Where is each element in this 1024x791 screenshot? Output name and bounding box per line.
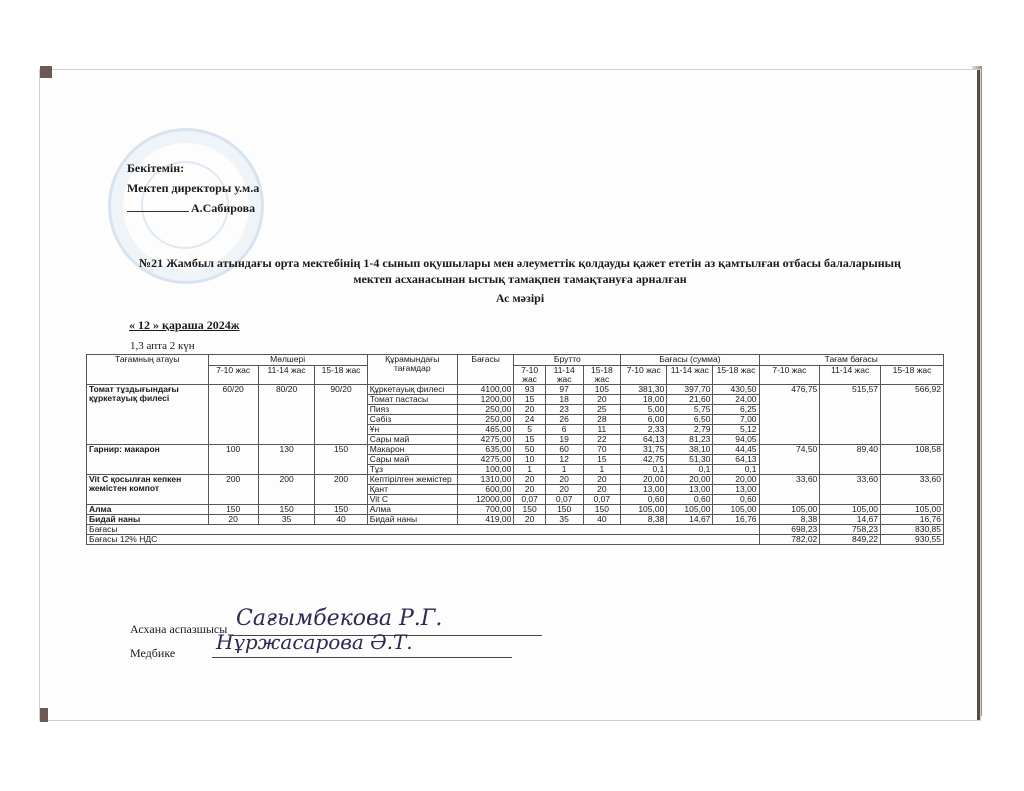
- cook-label: Асхана аспазшысы: [130, 622, 228, 636]
- total-row: [87, 525, 944, 535]
- dish-price-cell: 105,00: [881, 505, 944, 515]
- dish-amount-cell: 100: [208, 445, 258, 475]
- gross-cell: 19: [545, 435, 583, 445]
- header-sum-3: 15-18 жас: [713, 366, 759, 385]
- sum-cell: 20,00: [713, 475, 759, 485]
- gross-cell: 60: [545, 445, 583, 455]
- sum-cell: 94,05: [713, 435, 759, 445]
- header-sum-1: 7-10 жас: [621, 366, 667, 385]
- sum-cell: 13,00: [621, 485, 667, 495]
- approval-block: [127, 158, 259, 218]
- ingredient-row: [87, 445, 944, 455]
- sum-cell: 6,50: [667, 415, 713, 425]
- ingredient-price-cell: 419,00: [457, 515, 514, 525]
- document-title-line-1: №21 Жамбыл атындағы орта мектебінің 1-4 сынып оқушылары мен әлеуметтік қолдауды қажет ететін аз қамтылған отбасы балаларының: [139, 256, 901, 270]
- approval-line-1: Бекітемін:: [127, 161, 185, 175]
- gross-cell: 0,07: [514, 495, 545, 505]
- dish-name-cell: Томат тұздығындағы құркетауық филесі: [87, 385, 209, 445]
- dish-amount-cell: 90/20: [315, 385, 367, 445]
- dish-name-cell: Алма: [87, 505, 209, 515]
- dish-amount-cell: 40: [315, 515, 367, 525]
- sum-cell: 42,75: [621, 455, 667, 465]
- dish-price-cell: 74,50: [759, 445, 820, 475]
- ingredient-name-cell: Пияз: [367, 405, 457, 415]
- gross-cell: 0,07: [545, 495, 583, 505]
- dish-name-cell: Бидай наны: [87, 515, 209, 525]
- dish-amount-cell: 200: [315, 475, 367, 505]
- sum-cell: 14,67: [667, 515, 713, 525]
- gross-cell: 0,07: [583, 495, 621, 505]
- header-dish-price: Тағам бағасы: [759, 355, 943, 366]
- sum-cell: 51,30: [667, 455, 713, 465]
- sum-cell: 2,33: [621, 425, 667, 435]
- ingredient-price-cell: 1200,00: [457, 395, 514, 405]
- vat-value: 930,55: [881, 535, 944, 545]
- ingredient-price-cell: 635,00: [457, 445, 514, 455]
- sum-cell: 44,45: [713, 445, 759, 455]
- sum-cell: 0,60: [713, 495, 759, 505]
- ingredient-price-cell: 600,00: [457, 485, 514, 495]
- dish-price-cell: 33,60: [881, 475, 944, 505]
- ingredient-name-cell: Қант: [367, 485, 457, 495]
- sum-cell: 16,76: [713, 515, 759, 525]
- dish-amount-cell: 130: [258, 445, 315, 475]
- sum-cell: 38,10: [667, 445, 713, 455]
- sum-cell: 0,1: [667, 465, 713, 475]
- nurse-signature-line: [212, 657, 512, 658]
- gross-cell: 26: [545, 415, 583, 425]
- gross-cell: 40: [583, 515, 621, 525]
- header-age-1: 7-10 жас: [208, 366, 258, 385]
- ingredient-name-cell: Сәбіз: [367, 415, 457, 425]
- ingredient-name-cell: Бидай наны: [367, 515, 457, 525]
- approval-line-3: А.Сабирова: [191, 201, 256, 215]
- ingredient-price-cell: 250,00: [457, 405, 514, 415]
- ingredient-name-cell: Макарон: [367, 445, 457, 455]
- sum-cell: 2,79: [667, 425, 713, 435]
- gross-cell: 24: [514, 415, 545, 425]
- ingredient-price-cell: 4275,00: [457, 455, 514, 465]
- ingredient-name-cell: Құркетауық филесі: [367, 385, 457, 395]
- menu-table-body: [87, 385, 944, 525]
- ingredient-price-cell: 100,00: [457, 465, 514, 475]
- dish-price-cell: 105,00: [759, 505, 820, 515]
- dish-price-cell: 16,76: [881, 515, 944, 525]
- approval-signature-line: [127, 211, 189, 212]
- ingredient-name-cell: Тұз: [367, 465, 457, 475]
- header-dish-name: Тағамның атауы: [87, 355, 209, 385]
- ingredient-row: [87, 475, 944, 485]
- sum-cell: 5,75: [667, 405, 713, 415]
- dish-price-cell: 476,75: [759, 385, 820, 445]
- gross-cell: 15: [514, 395, 545, 405]
- document-title-menu: Ас мәзірі: [495, 291, 545, 305]
- dish-amount-cell: 150: [315, 445, 367, 475]
- ingredient-name-cell: Томат пастасы: [367, 395, 457, 405]
- gross-cell: 20: [583, 475, 621, 485]
- approval-line-2: Мектеп директоры у.м.а: [127, 181, 260, 195]
- gross-cell: 15: [583, 455, 621, 465]
- gross-cell: 20: [583, 485, 621, 495]
- gross-cell: 35: [545, 515, 583, 525]
- ingredient-name-cell: Ұн: [367, 425, 457, 435]
- dish-price-cell: 515,57: [820, 385, 881, 445]
- document-title-line-2: мектеп асханасынан ыстық тамақпен тамақтануға арналған: [353, 272, 687, 286]
- ingredient-price-cell: 700,00: [457, 505, 514, 515]
- header-gross: Брутто: [514, 355, 621, 366]
- ingredient-row: [87, 385, 944, 395]
- sum-cell: 13,00: [667, 485, 713, 495]
- cook-signature: Сағымбекова Р.Г.: [236, 606, 443, 631]
- dish-price-cell: 108,58: [881, 445, 944, 475]
- gross-cell: 25: [583, 405, 621, 415]
- ingredient-row: [87, 505, 944, 515]
- dish-amount-cell: 35: [258, 515, 315, 525]
- page-corner-mark: [40, 66, 52, 78]
- header-gross-2: 11-14 жас: [545, 366, 583, 385]
- gross-cell: 1: [545, 465, 583, 475]
- nurse-signature: Нұржасарова Ә.Т.: [216, 630, 413, 654]
- dish-price-cell: 14,67: [820, 515, 881, 525]
- sum-cell: 0,1: [621, 465, 667, 475]
- header-price: Бағасы: [457, 355, 514, 385]
- dish-amount-cell: 150: [315, 505, 367, 515]
- gross-cell: 5: [514, 425, 545, 435]
- sum-cell: 18,00: [621, 395, 667, 405]
- total-value: 758,23: [820, 525, 881, 535]
- ingredient-price-cell: 250,00: [457, 415, 514, 425]
- dish-name-cell: Гарнир: макарон: [87, 445, 209, 475]
- sum-cell: 24,00: [713, 395, 759, 405]
- sum-cell: 5,12: [713, 425, 759, 435]
- dish-amount-cell: 200: [208, 475, 258, 505]
- gross-cell: 150: [583, 505, 621, 515]
- gross-cell: 12: [545, 455, 583, 465]
- header-sum: Бағасы (сумма): [621, 355, 759, 366]
- gross-cell: 18: [545, 395, 583, 405]
- gross-cell: 20: [514, 475, 545, 485]
- header-dish-2: 11-14 жас: [820, 366, 881, 385]
- header-amount: Мөлшері: [208, 355, 367, 366]
- ingredient-price-cell: 4275,00: [457, 435, 514, 445]
- header-ingredients: Құрамындағы тағамдар: [367, 355, 457, 385]
- vat-value: 782,02: [759, 535, 820, 545]
- dish-amount-cell: 150: [258, 505, 315, 515]
- sum-cell: 5,00: [621, 405, 667, 415]
- menu-table: [86, 354, 944, 545]
- header-age-2: 11-14 жас: [258, 366, 315, 385]
- sum-cell: 105,00: [667, 505, 713, 515]
- dish-amount-cell: 200: [258, 475, 315, 505]
- sum-cell: 105,00: [713, 505, 759, 515]
- page-corner-mark: [40, 708, 48, 722]
- dish-price-cell: 105,00: [820, 505, 881, 515]
- ingredient-name-cell: Алма: [367, 505, 457, 515]
- gross-cell: 22: [583, 435, 621, 445]
- gross-cell: 1: [583, 465, 621, 475]
- gross-cell: 10: [514, 455, 545, 465]
- ingredient-row: [87, 515, 944, 525]
- header-gross-3: 15-18 жас: [583, 366, 621, 385]
- sum-cell: 20,00: [667, 475, 713, 485]
- ingredient-price-cell: 4100,00: [457, 385, 514, 395]
- ingredient-price-cell: 465,00: [457, 425, 514, 435]
- sum-cell: 13,00: [713, 485, 759, 495]
- vat-label: Бағасы 12% НДС: [87, 535, 760, 545]
- dish-price-cell: 89,40: [820, 445, 881, 475]
- sum-cell: 0,1: [713, 465, 759, 475]
- dish-amount-cell: 20: [208, 515, 258, 525]
- header-gross-1: 7-10 жас: [514, 366, 545, 385]
- header-age-3: 15-18 жас: [315, 366, 367, 385]
- header-sum-2: 11-14 жас: [667, 366, 713, 385]
- ingredient-price-cell: 12000,00: [457, 495, 514, 505]
- sum-cell: 8,38: [621, 515, 667, 525]
- vat-value: 849,22: [820, 535, 881, 545]
- total-label: Бағасы: [87, 525, 760, 535]
- ingredient-name-cell: Кептірілген жемістер: [367, 475, 457, 485]
- gross-cell: 20: [514, 405, 545, 415]
- sum-cell: 6,00: [621, 415, 667, 425]
- gross-cell: 1: [514, 465, 545, 475]
- sum-cell: 31,75: [621, 445, 667, 455]
- sum-cell: 105,00: [621, 505, 667, 515]
- gross-cell: 23: [545, 405, 583, 415]
- total-value: 830,85: [881, 525, 944, 535]
- gross-cell: 20: [514, 485, 545, 495]
- menu-date: « 12 » қараша 2024ж: [129, 318, 240, 332]
- gross-cell: 93: [514, 385, 545, 395]
- sum-cell: 381,30: [621, 385, 667, 395]
- dish-amount-cell: 150: [208, 505, 258, 515]
- gross-cell: 28: [583, 415, 621, 425]
- gross-cell: 150: [514, 505, 545, 515]
- dish-price-cell: 33,60: [759, 475, 820, 505]
- sum-cell: 6,25: [713, 405, 759, 415]
- gross-cell: 20: [545, 475, 583, 485]
- gross-cell: 11: [583, 425, 621, 435]
- total-value: 698,23: [759, 525, 820, 535]
- gross-cell: 15: [514, 435, 545, 445]
- ingredient-price-cell: 1310,00: [457, 475, 514, 485]
- header-dish-1: 7-10 жас: [759, 366, 820, 385]
- vat-row: [87, 535, 944, 545]
- gross-cell: 105: [583, 385, 621, 395]
- ingredient-name-cell: Сары май: [367, 435, 457, 445]
- gross-cell: 20: [583, 395, 621, 405]
- sum-cell: 7,00: [713, 415, 759, 425]
- sum-cell: 0,60: [667, 495, 713, 505]
- sum-cell: 64,13: [621, 435, 667, 445]
- dish-name-cell: Vit C қосылған кепкен жемістен компот: [87, 475, 209, 505]
- gross-cell: 20: [545, 485, 583, 495]
- gross-cell: 6: [545, 425, 583, 435]
- sum-cell: 430,50: [713, 385, 759, 395]
- sum-cell: 81,23: [667, 435, 713, 445]
- gross-cell: 150: [545, 505, 583, 515]
- sum-cell: 64,13: [713, 455, 759, 465]
- dish-amount-cell: 60/20: [208, 385, 258, 445]
- sum-cell: 397,70: [667, 385, 713, 395]
- dish-amount-cell: 80/20: [258, 385, 315, 445]
- gross-cell: 97: [545, 385, 583, 395]
- nurse-label: Медбике: [130, 646, 176, 660]
- sum-cell: 0,60: [621, 495, 667, 505]
- sum-cell: 21,60: [667, 395, 713, 405]
- gross-cell: 50: [514, 445, 545, 455]
- dish-price-cell: 566,92: [881, 385, 944, 445]
- gross-cell: 70: [583, 445, 621, 455]
- gross-cell: 20: [514, 515, 545, 525]
- menu-week-day: 1,3 апта 2 күн: [130, 340, 195, 352]
- header-dish-3: 15-18 жас: [881, 366, 944, 385]
- ingredient-name-cell: Сары май: [367, 455, 457, 465]
- dish-price-cell: 8,38: [759, 515, 820, 525]
- dish-price-cell: 33,60: [820, 475, 881, 505]
- ingredient-name-cell: Vit C: [367, 495, 457, 505]
- sum-cell: 20,00: [621, 475, 667, 485]
